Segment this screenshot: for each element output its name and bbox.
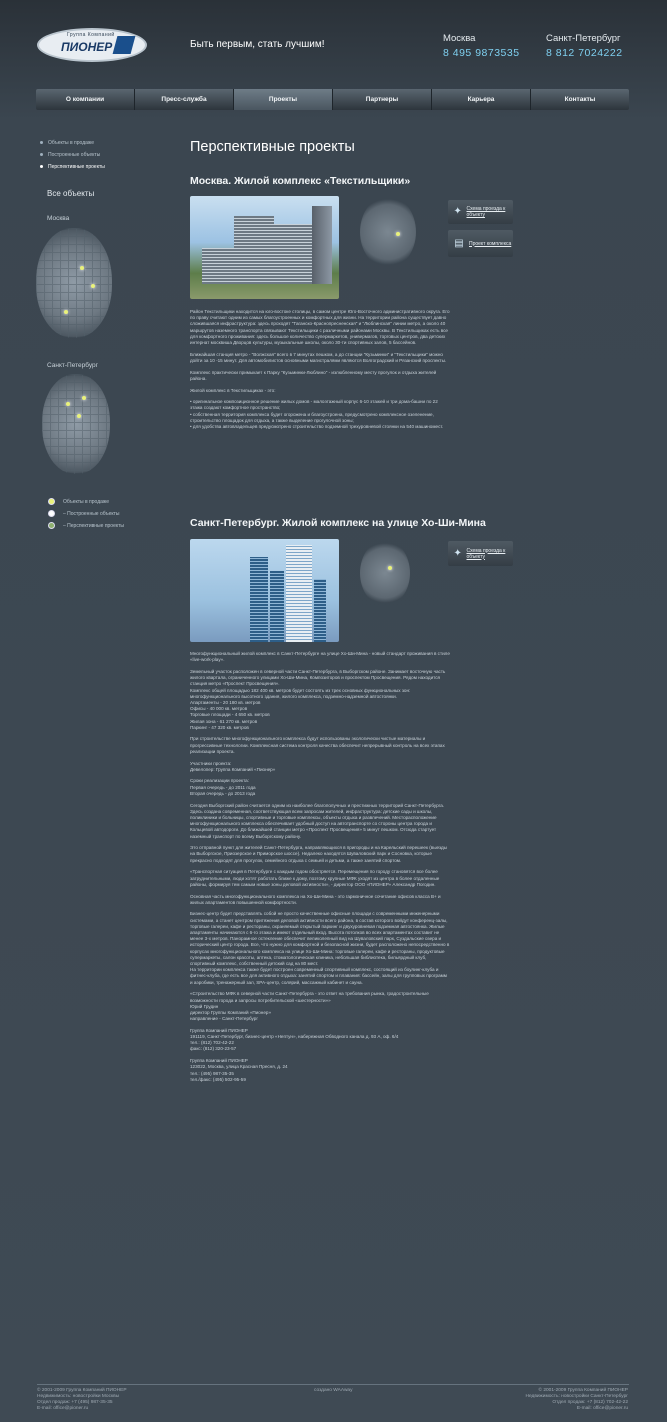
sidebar-item-label: Перспективные проекты: [48, 164, 105, 170]
paragraph: Многофункциональный жилой комплекс в Санкт-Петербурге на улице Хо-Ши-Мина - новый стандарт проживания в стиле «live-work-play».: [190, 651, 450, 663]
main-nav: [36, 89, 629, 110]
map-marker-icon[interactable]: [64, 310, 68, 314]
logo-group-label: Группа Компаний: [67, 32, 115, 38]
spb-map[interactable]: [42, 374, 110, 474]
sidebar-item-prospective[interactable]: [40, 164, 105, 170]
slogan: Быть первым, стать лучшим!: [190, 39, 325, 50]
document-icon: ▤: [454, 237, 464, 249]
project1-route-button[interactable]: [448, 200, 513, 224]
sidebar-item-built[interactable]: [40, 152, 105, 158]
spb-map-label: Санкт-Петербург: [47, 362, 98, 369]
building-image: [202, 248, 236, 284]
route-star-icon: ✦: [453, 206, 462, 217]
project1-plan-button[interactable]: [448, 230, 513, 257]
footer-divider: [37, 1384, 629, 1385]
paragraph: При строительстве многофункционального комплекса будут использованы экологически чистые материалы и прогрессивные технологии. Комплексная система контроля качества обеспечит непрерывный контроль на всех этапах реализации проекта.: [190, 736, 445, 754]
building-image: [234, 216, 274, 284]
legend-label: Объекты в продаже: [63, 498, 110, 505]
route-button-label: Схема проезда к объекту: [466, 547, 506, 560]
legend-on-sale: [48, 498, 124, 505]
legend-dot-icon: [48, 498, 55, 505]
logo-badge-icon: [113, 36, 136, 54]
footer-credit[interactable]: создано WAAway: [314, 1388, 353, 1393]
legend-dot-icon: [48, 510, 55, 517]
building-image: [312, 206, 332, 284]
footer-right: © 2001-2009 Группа Компаний ПИОНЕР Недвижимость: новостройки Санкт-Петербург Отдел продаж: +7 (812) 702-42-22 E-mail: office@pioner.ru: [525, 1388, 628, 1411]
paragraph: Земельный участок расположен в северной части Санкт-Петербурга, в Выборгском районе. Занимает восточную часть жилого квартала, ограниченного улицами Хо-Ши-Мина, Композиторов и проспектом Просвещения. Рядом находится станция метро «Проспект Просвещения». Комплекс общей площадью 182 400 кв. метров будет состоять из трех основных функциональных зон: многофункционального высотного здания, жилого комплекса, подземно-надземной автостоянки. Апартаменты - 20 180 кв. метров Офисы - 40 000 кв. метров Торговые площади - 4 650 кв. метров Жилая зона - 61 270 кв. метров Паркинг - 47 320 кв. метров: [190, 668, 446, 730]
phone-moscow[interactable]: 8 495 9873535: [443, 47, 520, 59]
map-marker-icon[interactable]: [66, 402, 70, 406]
bullet-icon: [40, 165, 43, 168]
paragraph: Участники проекта: Девелопер: Группа Компаний «Пионер»: [190, 760, 276, 772]
map-marker-icon: [388, 566, 392, 570]
map-marker-icon[interactable]: [80, 266, 84, 270]
map-marker-icon[interactable]: [82, 396, 86, 400]
project1-description: [190, 309, 450, 436]
project2-description: [190, 651, 450, 1088]
project1-title: Москва. Жилой комплекс «Текстильщики»: [190, 175, 411, 187]
sidebar-item-label: Построенные объекты: [48, 152, 101, 158]
paragraph: Это отправной пункт для жителей Санкт-Петербурга, направляющихся в пригороды и на Карельский перешеек (выезды на Выборгское, Приозерское и Приморское шоссе). Недалеко находятся Шуваловский парк и Сосновка, которые прекрасно подходят для прогулок, семейного отдыха с семьей и детьми, а также занятий спортом.: [190, 845, 447, 863]
map-grid: [36, 228, 112, 338]
project2-location-map[interactable]: [360, 540, 410, 606]
route-star-icon: ✦: [453, 547, 462, 559]
building-image: [286, 545, 312, 642]
map-legend: [48, 498, 124, 529]
legend-built: [48, 510, 124, 517]
legend-label: – Построенные объекты: [63, 510, 120, 517]
legend-dot-icon: [48, 522, 55, 529]
paragraph: Сегодня Выборгский район считается одним из наиболее благополучных и престижных территорий Санкт-Петербурга. Здесь создана современная, соответствующая всем запросам жителей, инфраструктура: детские сады и школы, поликлиники и больницы, спортивные и торговые комплексы, объекты отдыха и развлечений. Месторасположение многофункционального комплекса обеспечивает удобный доступ на автотранспорте со стороны центра города и Кольцевой автодороги. До ближайшей станции метро «Проспект Просвещения» 5 минут пешком. Отсюда стартует наземный транспорт по всему Выборгскому району.: [190, 802, 445, 839]
city-moscow: Москва: [443, 33, 476, 44]
project2-title: Санкт-Петербург. Жилой комплекс на улице Хо-Ши-Мина: [190, 517, 486, 529]
project1-location-map[interactable]: [360, 196, 416, 268]
phone-spb[interactable]: 8 812 7024222: [546, 47, 623, 59]
nav-career[interactable]: Карьера: [432, 89, 531, 110]
bullet-icon: [40, 141, 43, 144]
paragraph: Бизнес-центр будет представлять собой не просто качественные офисные площади с современными инженерными системами, а станет центром притяжения деловой активности всего района, в состав которого войдут конференц-залы, торговые галереи, кафе и рестораны, охраняемый открытый паркинг и двухуровневая подземная автостоянка. Жилые апартаменты начинаются с 6-го этажа и имеют отдельный вход. Высота потолков во всех апартаментах составит не менее 3-х метров. Панорамное остекление обеспечит великолепный вид на Шуваловский парк, Суздальские озера и исторический центр города. Все, что нужно для комфортной и безопасной жизни, будет расположено непосредственно в корпусах многофункционального комплекса на улице Хо-Ши-Мина: торговые галереи, кафе и рестораны, продуктовые супермаркеты, салон красоты, аптека, стоматологическая клиника, небольшая библиотека, бильярдный клуб, спортивный комплекс, собственный детский сад на 80 мест. На территории комплекса также будет построен современный спортивный комплекс, состоящий из боулинг-клуба и фитнес-клуба, где есть все для активного отдыха: занятий спортом и плавания: бассейн, залы для групповых программ и аэробики, тренажерный зал, SPA-центр, солярий, массажный кабинет и сауна.: [190, 911, 450, 985]
footer-left: © 2001-2009 Группа Компаний ПИОНЕР Недвижимость: новостройки Москвы Отдел продаж: +7 (495) 987-35-35 E-mail: office@pioner.ru: [37, 1388, 127, 1411]
paragraph: Группа Компаний ПИОНЕР 191119, Санкт-Петербург, бизнес-центр «Нептун», набережная Обводного канала д. 93 А, оф. 6/4 тел.: (812) 702-42-22 факс: (812) 320-23-57: [190, 1027, 399, 1052]
company-logo[interactable]: [37, 28, 147, 62]
map-marker-icon: [396, 232, 400, 236]
project1-photo[interactable]: [190, 196, 339, 299]
building-image: [250, 557, 268, 642]
paragraph: Сроки реализации проекта: Первая очередь - до 2011 года Вторая очередь - до 2013 года: [190, 778, 256, 796]
legend-label: – Перспективные проекты: [63, 522, 124, 529]
sidebar-links: [40, 140, 105, 170]
paragraph: • оригинальное композиционное решение жилых домов - малоэтажный корпус 6-10 этажей и три дома-башни по 22 этажа создают комфортное пространство; • собственная территория комплекса будет огорожена и благоустроена, предусмотрено комплексное озеленение, строительство площадок для отдыха, а также выделение прогулочной зоны; • для удобства автовладельцев предусмотрено строительство подземной трехуровневой стоянки на 540 машиномест.: [190, 399, 444, 430]
paragraph: Жилой комплекс в Текстильщиках - это:: [190, 387, 276, 393]
map-grid: [42, 374, 110, 474]
bullet-icon: [40, 153, 43, 156]
paragraph: Район Текстильщики находится на юго-востоке столицы, в самом центре Юго-Восточного административного округа. Его по праву считают одним из самых благоустроенных и комфортных для жизни. На территории района существует давно сложившаяся инфраструктура: здесь проходят "Таганско-Краснопресненская" и "Люблинская" линии метро, а около 40 маршрутов наземного транспорта связывают Текстильщики с различными районами Москвы. В Текстильщиках есть все для комфортного проживания: здесь большое количество супермаркетов, универмагов, торговых центров, два детских интернат москвиша Дворцов культуры, музыкальные школы, около 30-ти спортивных залов, 5 бассейнов.: [190, 309, 450, 346]
moscow-map[interactable]: [36, 228, 112, 338]
building-image: [314, 579, 326, 642]
project2-route-button[interactable]: [448, 541, 513, 566]
nav-about[interactable]: О компании: [36, 89, 135, 110]
map-marker-icon[interactable]: [91, 284, 95, 288]
nav-press[interactable]: Пресс-служба: [135, 89, 234, 110]
nav-projects[interactable]: Проекты: [234, 89, 333, 110]
paragraph: «Транспортная ситуация в Петербурге с каждым годом обостряется. Перемещения по городу становятся все более затруднительными, люди хотят работать ближе к дому, поэтому крупные МФК уходят из центра в более отдаленные районы, формируя тем самым новые зоны деловой активности», - директор ООО «ПИОНЕР» Александр Погодин.: [190, 869, 440, 887]
paragraph: «Строительство МФК в северной части Санкт-Петербурга - это ответ на требования рынка, градостроительные возможности города и запросы потребительской «шестерности»» Юрий Грудин директор Группы Компаний «Пионер» направление - Санкт-Петербург: [190, 991, 429, 1022]
logo-name: ПИОНЕР: [61, 40, 113, 54]
paragraph: Группа Компаний ПИОНЕР 123022, Москва, улица Красная Пресня, д. 24 тел.: (495) 987-35-35 тел./факс: (495) 502-95-59: [190, 1058, 288, 1082]
project2-photo[interactable]: [190, 539, 339, 642]
moscow-map-label: Москва: [47, 215, 70, 222]
legend-prospective: [48, 522, 124, 529]
nav-partners[interactable]: Партнеры: [333, 89, 432, 110]
route-button-label: Схема проезда к объекту: [466, 206, 506, 218]
map-marker-icon[interactable]: [77, 414, 81, 418]
sidebar-item-label: Объекты в продаже: [48, 140, 95, 146]
nav-contacts[interactable]: Контакты: [564, 96, 596, 103]
sidebar-item-on-sale[interactable]: [40, 140, 105, 146]
building-image: [274, 224, 312, 284]
paragraph: Основная часть многофункционального комплекса на Хо-Ши-Мина - это гармоничное сочетание офисов класса В+ и жилых апартаментов повышенной комфортности.: [190, 893, 441, 905]
paragraph: Комплекс практически примыкает к Парку "Кузьминки-Люблино" - излюбленному месту прогулок и отдыха жителей района.: [190, 369, 437, 381]
page-title: Перспективные проекты: [190, 139, 355, 155]
all-objects-heading: Все объекты: [47, 189, 95, 198]
paragraph: Ближайшая станция метро - "Волжская" всего в 7 минутах пешком, а до станции "Кузьминки" и "Текстильщики" можно дойти за 10 -15 минут. Для автомобилистов основными магистралями являются Волгоградский и Рязанский проспекты.: [190, 351, 447, 363]
plan-button-label: Проект комплекса: [469, 240, 512, 247]
city-spb: Санкт-Петербург: [546, 33, 621, 44]
building-image: [270, 571, 284, 642]
